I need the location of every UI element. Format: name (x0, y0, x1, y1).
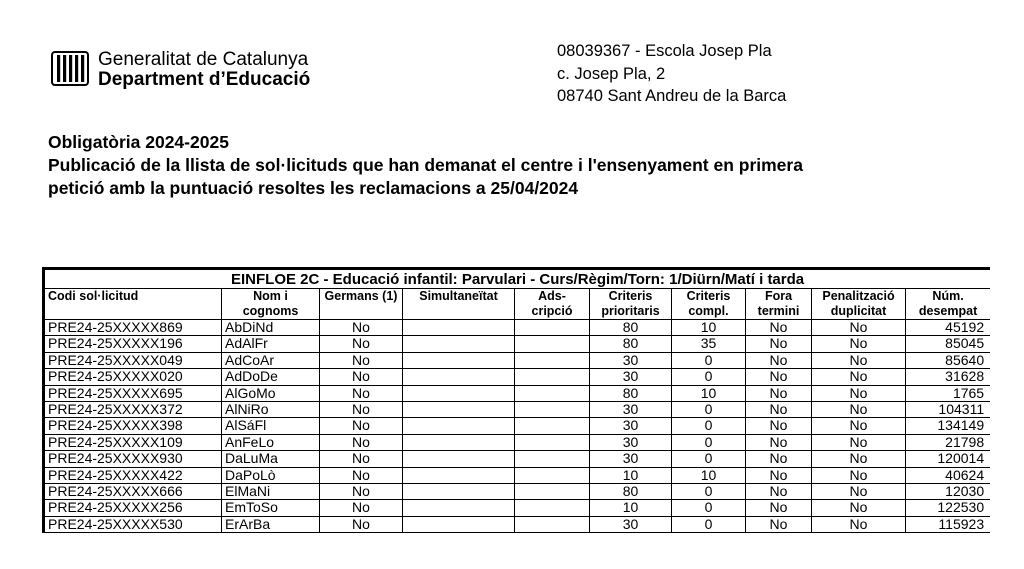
col-simultaneitat-header: Simultaneïtat (403, 289, 515, 320)
col-nom-cell: DaPoLò (222, 467, 320, 483)
col-simultaneitat-cell (403, 467, 515, 483)
col-desempat-cell: 45192 (906, 320, 991, 336)
col-adscripcio-cell (515, 352, 590, 368)
col-criteris-prioritaris-cell: 30 (590, 418, 672, 434)
col-adscripcio-cell (515, 467, 590, 483)
col-germans-cell: No (320, 516, 403, 532)
col-simultaneitat-cell (403, 516, 515, 532)
generalitat-emblem-icon (50, 48, 90, 88)
col-criteris-prioritaris-cell: 30 (590, 516, 672, 532)
col-nom-cell: DaLuMa (222, 451, 320, 467)
col-fora-termini-cell: No (746, 385, 812, 401)
col-simultaneitat-cell (403, 336, 515, 352)
col-fora-termini-cell: No (746, 451, 812, 467)
col-criteris-prioritaris-cell: 80 (590, 385, 672, 401)
col-simultaneitat-cell (403, 451, 515, 467)
col-desempat-cell: 134149 (906, 418, 991, 434)
col-nom-cell: EmToSo (222, 500, 320, 516)
col-criteris-compl-cell: 0 (672, 418, 746, 434)
col-criteris-compl-cell: 0 (672, 516, 746, 532)
col-criteris-prioritaris-cell: 80 (590, 336, 672, 352)
col-nom-cell: AnFeLo (222, 434, 320, 450)
col-fora-termini-cell: No (746, 352, 812, 368)
col-desempat-cell: 122530 (906, 500, 991, 516)
col-codi-cell: PRE24-25XXXXX666 (44, 484, 222, 500)
applications-table (42, 267, 990, 533)
col-codi-cell: PRE24-25XXXXX398 (44, 418, 222, 434)
col-criteris-compl-cell: 0 (672, 451, 746, 467)
col-criteris-compl-cell: 10 (672, 385, 746, 401)
table-row (44, 369, 991, 385)
col-penalitzacio-cell: No (812, 320, 906, 336)
col-codi-cell: PRE24-25XXXXX049 (44, 352, 222, 368)
col-germans-cell: No (320, 369, 403, 385)
col-fora-termini-cell: No (746, 336, 812, 352)
table-row (44, 500, 991, 516)
col-desempat-cell: 115923 (906, 516, 991, 532)
col-desempat-cell: 85640 (906, 352, 991, 368)
generalitat-logo (50, 48, 370, 92)
col-simultaneitat-cell (403, 369, 515, 385)
col-penalitzacio-cell: No (812, 369, 906, 385)
col-criteris-compl-cell: 10 (672, 467, 746, 483)
col-penalitzacio-cell: No (812, 467, 906, 483)
col-desempat-cell: 12030 (906, 484, 991, 500)
col-nom-cell: ElMaNi (222, 484, 320, 500)
col-codi-cell: PRE24-25XXXXX256 (44, 500, 222, 516)
col-codi-cell: PRE24-25XXXXX930 (44, 451, 222, 467)
col-codi-cell: PRE24-25XXXXX422 (44, 467, 222, 483)
col-germans-cell: No (320, 320, 403, 336)
col-adscripcio-cell (515, 320, 590, 336)
col-nom-cell: AlSáFl (222, 418, 320, 434)
table-row (44, 516, 991, 532)
col-fora-termini-header: Fora termini (746, 289, 812, 320)
col-criteris-compl-cell: 0 (672, 352, 746, 368)
col-penalitzacio-cell: No (812, 336, 906, 352)
col-germans-cell: No (320, 336, 403, 352)
col-adscripcio-cell (515, 451, 590, 467)
col-criteris-compl-cell: 10 (672, 320, 746, 336)
col-adscripcio-cell (515, 500, 590, 516)
table-row (44, 336, 991, 352)
col-germans-header: Germans (1) (320, 289, 403, 320)
table-row (44, 434, 991, 450)
table-row (44, 352, 991, 368)
col-desempat-cell: 1765 (906, 385, 991, 401)
col-adscripcio-cell (515, 336, 590, 352)
col-nom-cell: AdDoDe (222, 369, 320, 385)
col-codi-cell: PRE24-25XXXXX020 (44, 369, 222, 385)
col-fora-termini-cell: No (746, 516, 812, 532)
col-codi-cell: PRE24-25XXXXX109 (44, 434, 222, 450)
col-penalitzacio-cell: No (812, 352, 906, 368)
col-criteris-compl-cell: 0 (672, 402, 746, 418)
col-fora-termini-cell: No (746, 418, 812, 434)
col-germans-cell: No (320, 467, 403, 483)
col-desempat-header: Núm. desempat (906, 289, 991, 320)
table-row (44, 467, 991, 483)
col-codi-header: Codi sol·licitud (44, 289, 222, 320)
col-penalitzacio-cell: No (812, 402, 906, 418)
col-criteris-compl-cell: 35 (672, 336, 746, 352)
col-criteris-compl-header: Criteris compl. (672, 289, 746, 320)
col-criteris-prioritaris-cell: 30 (590, 352, 672, 368)
col-germans-cell: No (320, 418, 403, 434)
col-nom-cell: AdAlFr (222, 336, 320, 352)
col-simultaneitat-cell (403, 434, 515, 450)
col-fora-termini-cell: No (746, 467, 812, 483)
col-fora-termini-cell: No (746, 484, 812, 500)
col-criteris-compl-cell: 0 (672, 434, 746, 450)
col-simultaneitat-cell (403, 385, 515, 401)
col-adscripcio-cell (515, 369, 590, 385)
col-fora-termini-cell: No (746, 369, 812, 385)
school-street: c. Josep Pla, 2 (557, 64, 666, 83)
col-criteris-prioritaris-cell: 30 (590, 434, 672, 450)
department-name: Department d’Educació (98, 69, 311, 90)
col-penalitzacio-cell: No (812, 385, 906, 401)
col-fora-termini-cell: No (746, 500, 812, 516)
table-row (44, 451, 991, 467)
col-criteris-prioritaris-cell: 80 (590, 484, 672, 500)
table-row (44, 484, 991, 500)
col-adscripcio-cell (515, 484, 590, 500)
col-desempat-cell: 31628 (906, 369, 991, 385)
col-adscripcio-cell (515, 418, 590, 434)
col-fora-termini-cell: No (746, 320, 812, 336)
col-codi-cell: PRE24-25XXXXX695 (44, 385, 222, 401)
col-criteris-prioritaris-cell: 30 (590, 451, 672, 467)
col-codi-cell: PRE24-25XXXXX530 (44, 516, 222, 532)
col-codi-cell: PRE24-25XXXXX196 (44, 336, 222, 352)
school-city: 08740 Sant Andreu de la Barca (557, 87, 787, 105)
col-germans-cell: No (320, 352, 403, 368)
col-germans-cell: No (320, 484, 403, 500)
col-adscripcio-cell (515, 402, 590, 418)
col-fora-termini-cell: No (746, 434, 812, 450)
document-subtitle-1: Publicació de la llista de sol·licituds que han demanat el centre i l'ensenyament en primera (48, 155, 803, 175)
col-nom-cell: ErArBa (222, 516, 320, 532)
col-criteris-compl-cell: 0 (672, 369, 746, 385)
col-nom-header: Nom i cognoms (222, 289, 320, 320)
col-nom-cell: AlNiRo (222, 402, 320, 418)
col-germans-cell: No (320, 385, 403, 401)
table-group-title: EINFLOE 2C - Educació infantil: Parvulari - Curs/Règim/Torn: 1/Diürn/Matí i tarda (44, 269, 991, 289)
col-germans-cell: No (320, 500, 403, 516)
col-codi-cell: PRE24-25XXXXX869 (44, 320, 222, 336)
col-penalitzacio-cell: No (812, 418, 906, 434)
col-penalitzacio-cell: No (812, 500, 906, 516)
school-name: 08039367 - Escola Josep Pla (557, 42, 772, 60)
document-subtitle-2: petició amb la puntuació resoltes les reclamacions a 25/04/2024 (48, 178, 579, 198)
document-title: Obligatòria 2024-2025 (48, 132, 229, 152)
col-simultaneitat-cell (403, 352, 515, 368)
col-simultaneitat-cell (403, 320, 515, 336)
col-codi-cell: PRE24-25XXXXX372 (44, 402, 222, 418)
table-row (44, 402, 991, 418)
col-penalitzacio-header: Penalització duplicitat (812, 289, 906, 320)
col-criteris-prioritaris-cell: 10 (590, 500, 672, 516)
col-criteris-prioritaris-header: Criteris prioritaris (590, 289, 672, 320)
col-penalitzacio-cell: No (812, 516, 906, 532)
table-row (44, 385, 991, 401)
col-criteris-prioritaris-cell: 10 (590, 467, 672, 483)
col-desempat-cell: 85045 (906, 336, 991, 352)
col-penalitzacio-cell: No (812, 484, 906, 500)
col-adscripcio-cell (515, 516, 590, 532)
col-adscripcio-cell (515, 385, 590, 401)
col-adscripcio-header: Ads-cripció (515, 289, 590, 320)
col-nom-cell: AlGoMo (222, 385, 320, 401)
table-row (44, 320, 991, 336)
col-desempat-cell: 104311 (906, 402, 991, 418)
school-address (557, 40, 786, 108)
col-adscripcio-cell (515, 434, 590, 450)
col-criteris-compl-cell: 0 (672, 484, 746, 500)
col-penalitzacio-cell: No (812, 451, 906, 467)
col-desempat-cell: 120014 (906, 451, 991, 467)
col-desempat-cell: 40624 (906, 467, 991, 483)
org-name: Generalitat de Catalunya (98, 49, 309, 70)
col-nom-cell: AdCoAr (222, 352, 320, 368)
col-fora-termini-cell: No (746, 402, 812, 418)
col-simultaneitat-cell (403, 500, 515, 516)
col-criteris-prioritaris-cell: 80 (590, 320, 672, 336)
col-criteris-compl-cell: 0 (672, 500, 746, 516)
col-simultaneitat-cell (403, 402, 515, 418)
col-simultaneitat-cell (403, 484, 515, 500)
document-heading (48, 131, 988, 200)
col-germans-cell: No (320, 451, 403, 467)
col-germans-cell: No (320, 434, 403, 450)
col-nom-cell: AbDiNd (222, 320, 320, 336)
col-penalitzacio-cell: No (812, 434, 906, 450)
col-germans-cell: No (320, 402, 403, 418)
table-row (44, 418, 991, 434)
col-simultaneitat-cell (403, 418, 515, 434)
applications-table-wrapper (42, 267, 990, 569)
col-desempat-cell: 21798 (906, 434, 991, 450)
col-criteris-prioritaris-cell: 30 (590, 402, 672, 418)
col-criteris-prioritaris-cell: 30 (590, 369, 672, 385)
